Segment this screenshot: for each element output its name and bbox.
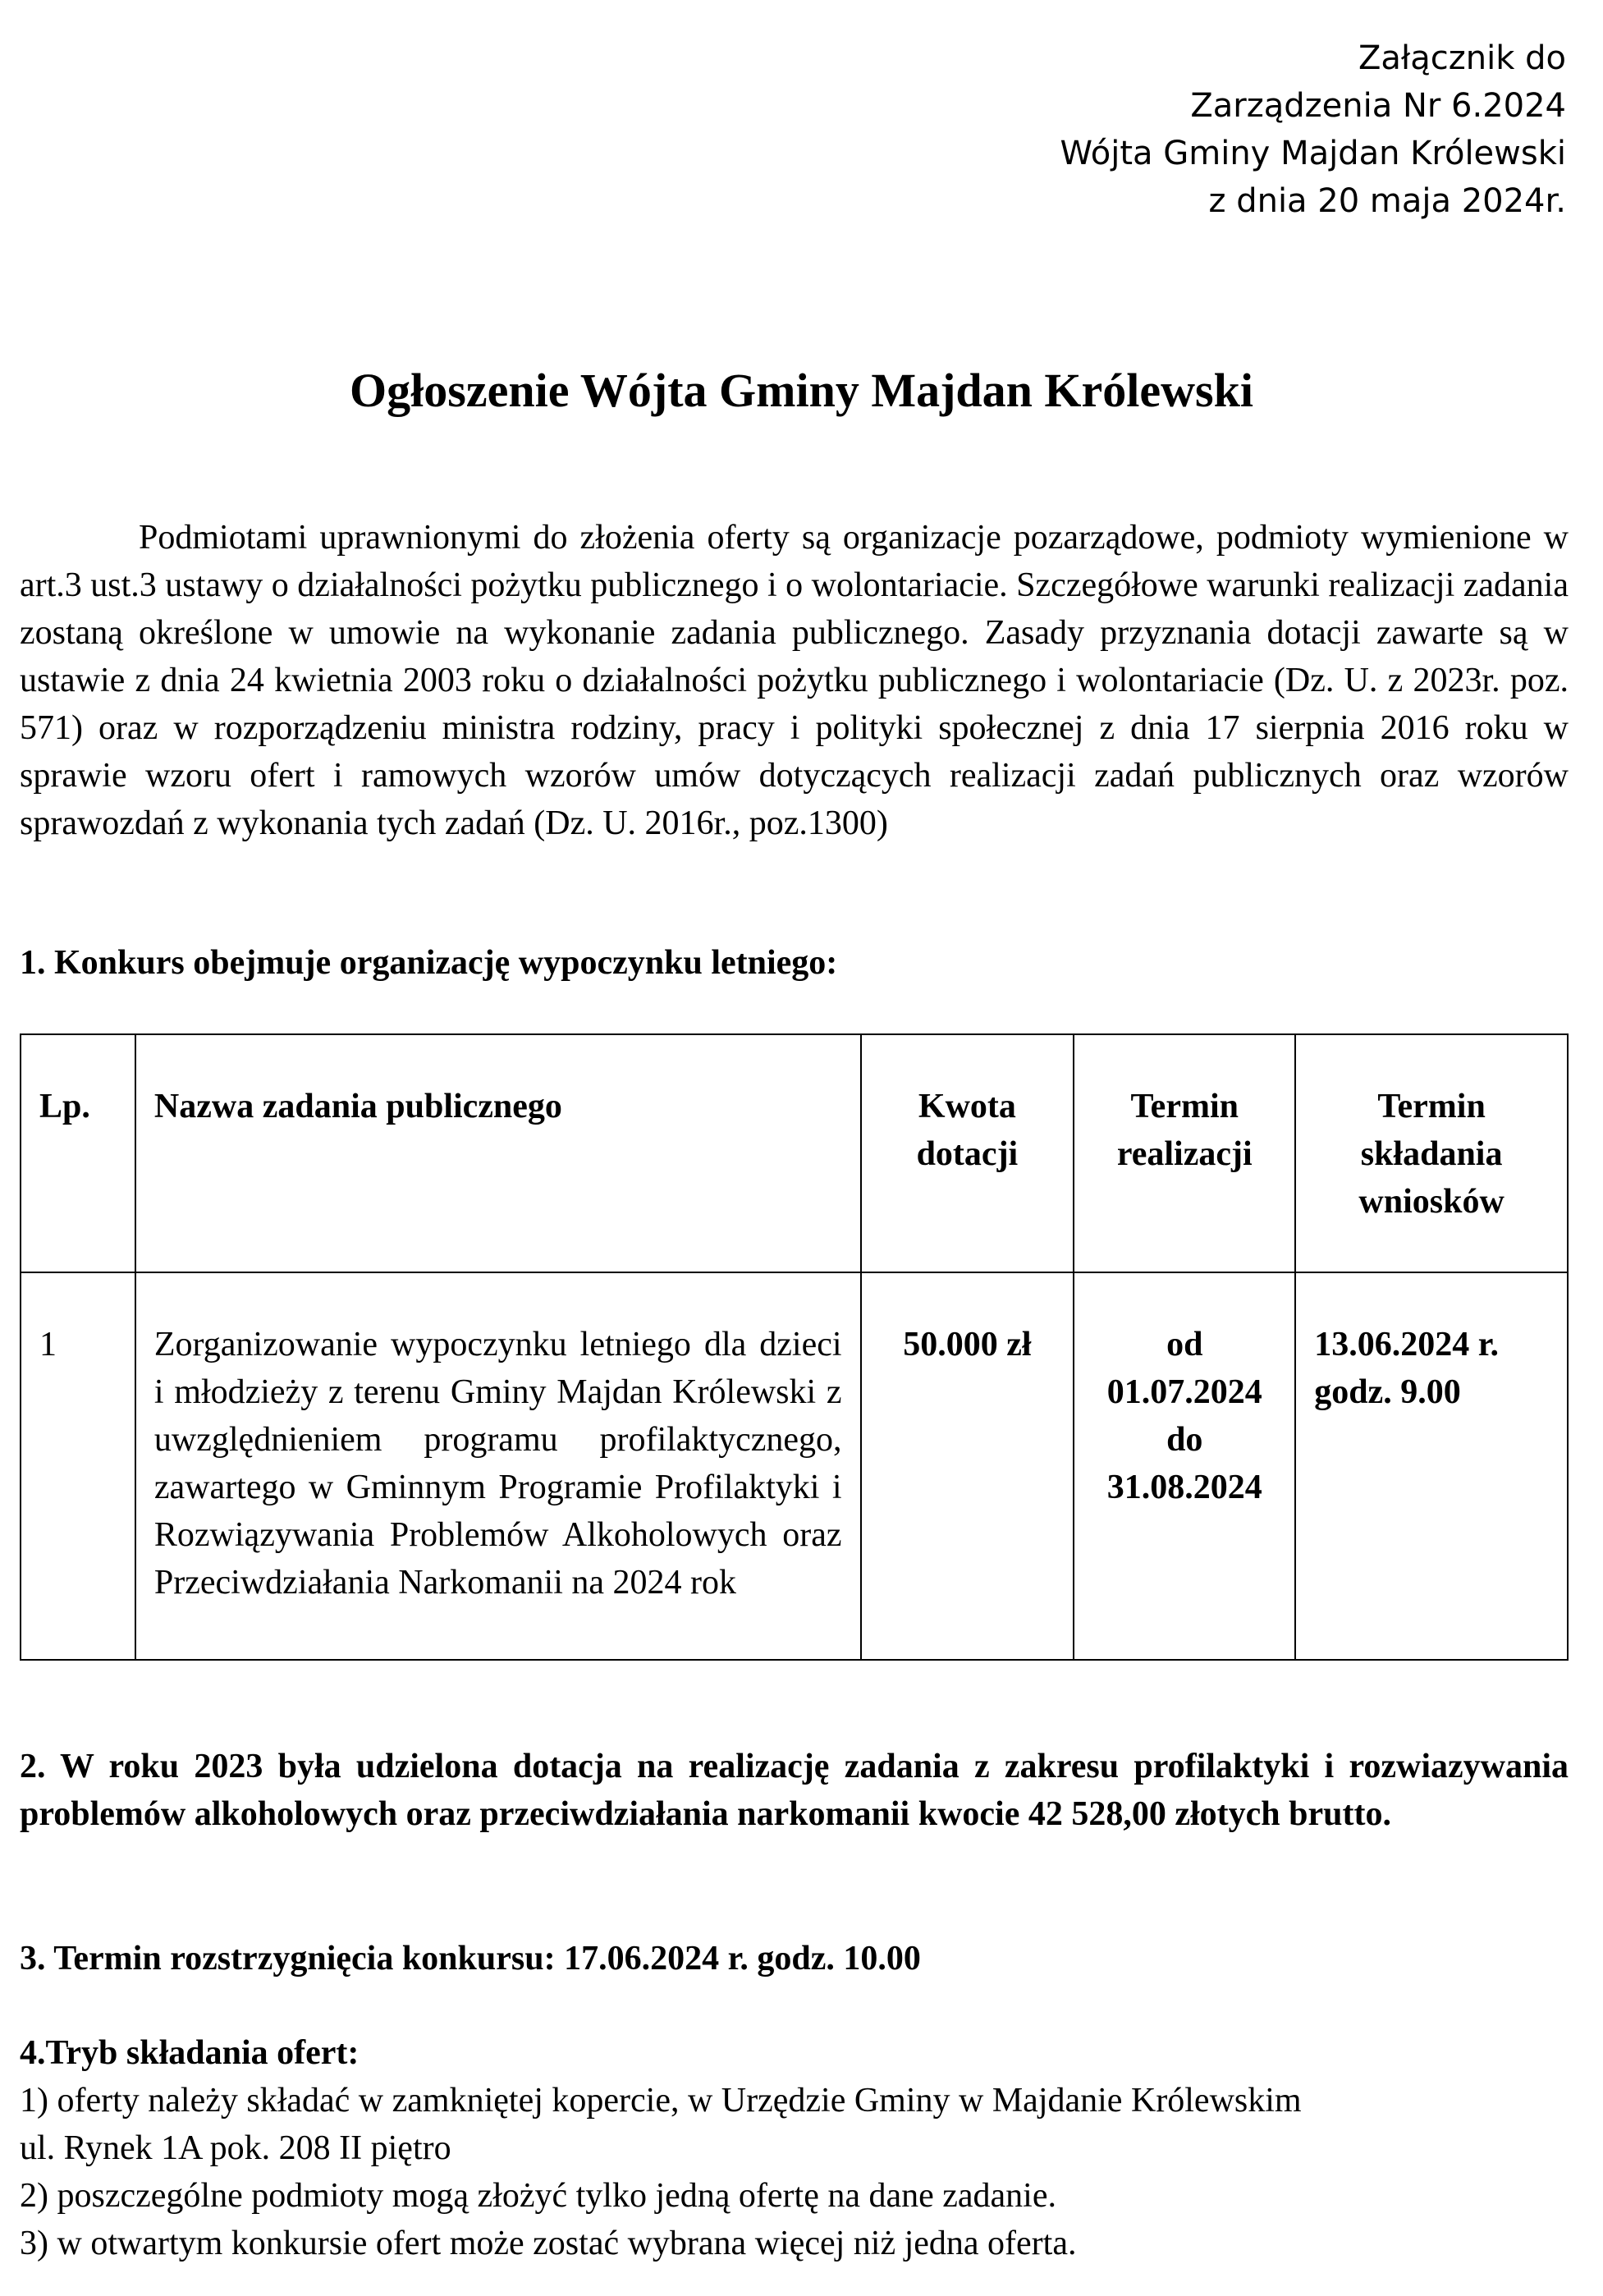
table-header-row — [21, 1034, 1568, 1272]
cell-period-line: 31.08.2024 — [1106, 1469, 1262, 1506]
section-4-item: 3) w otwartym konkursie ofert może zostać wybrana więcej niż jedna oferta. — [20, 2225, 1077, 2262]
header-period — [1074, 1034, 1295, 1272]
header-deadline-line: wniosków — [1358, 1183, 1505, 1221]
cell-name: Zorganizowanie wypoczynku letniego dla dzieci i młodzieży z terenu Gminy Majdan Królewski z uwzględnieniem programu profilaktycznego, zawartego w Gminnym Programie Profilaktyki i Rozwiązywania Problemów Alkoholowych oraz Przeciwdziałania Narkomanii na 2024 rok — [135, 1272, 861, 1660]
section-2-paragraph: 2. W roku 2023 była udzielona dotacja na realizację zadania z zakresu profilaktyki i rozwiazywania problemów alkoholowych oraz przeciwdziałania narkomanii kwocie 42 528,00 złotych brutto. — [20, 1748, 1569, 1833]
cell-period-line: od — [1166, 1326, 1203, 1363]
cell-deadline — [1295, 1272, 1568, 1660]
header-amount-line: Kwota — [918, 1088, 1016, 1125]
cell-period — [1074, 1272, 1295, 1660]
attachment-line: Wójta Gminy Majdan Królewski — [1060, 135, 1566, 172]
section-4 — [20, 2029, 1569, 2267]
header-deadline-line: Termin — [1377, 1088, 1486, 1125]
cell-lp: 1 — [21, 1272, 135, 1660]
header-amount — [861, 1034, 1074, 1272]
intro-paragraph — [20, 514, 1569, 847]
document-title: Ogłoszenie Wójta Gminy Majdan Królewski — [350, 364, 1253, 417]
cell-period-line: 01.07.2024 — [1106, 1373, 1262, 1411]
attachment-line: Zarządzenia Nr 6.2024 — [1190, 87, 1566, 125]
header-name: Nazwa zadania publicznego — [135, 1034, 861, 1272]
section-3-paragraph: 3. Termin rozstrzygnięcia konkursu: 17.06.2024 r. godz. 10.00 — [20, 1940, 921, 1977]
header-lp: Lp. — [21, 1034, 135, 1272]
header-deadline — [1295, 1034, 1568, 1272]
section-4-heading: 4.Tryb składania ofert: — [20, 2034, 360, 2072]
attachment-line: Załącznik do — [1358, 39, 1566, 77]
header-period-line: Termin — [1130, 1088, 1239, 1125]
cell-deadline-line: 13.06.2024 r. — [1314, 1326, 1499, 1363]
section-4-item: 2) poszczególne podmioty mogą złożyć tylko jedną ofertę na dane zadanie. — [20, 2177, 1056, 2215]
section-1-heading: 1. Konkurs obejmuje organizację wypoczynku letniego: — [20, 944, 838, 982]
header-deadline-line: składania — [1360, 1135, 1503, 1173]
cell-amount: 50.000 zł — [861, 1272, 1074, 1660]
attachment-note — [827, 34, 1566, 225]
header-amount-line: dotacji — [916, 1135, 1019, 1173]
section-4-item: 1) oferty należy składać w zamkniętej kopercie, w Urzędzie Gminy w Majdanie Królewskim — [20, 2082, 1302, 2120]
section-4-item: ul. Rynek 1A pok. 208 II piętro — [20, 2129, 451, 2167]
attachment-line: z dnia 20 maja 2024r. — [1208, 182, 1566, 220]
header-period-line: realizacji — [1116, 1135, 1253, 1173]
intro-text: Podmiotami uprawnionymi do złożenia oferty są organizacje pozarządowe, podmioty wymienione w art.3 ust.3 ustawy o działalności pożytku publicznego i o wolontariacie. Szczegółowe warunki realizacji zadania zostaną określone w umowie na wykonanie zadania publicznego. Zasady przyznania dotacji zawarte są w ustawie z dnia 24 kwietnia 2003 roku o działalności pożytku publicznego i wolontariacie (Dz. U. z 2023r. poz. 571) oraz w rozporządzeniu ministra rodziny, pracy i polityki społecznej z dnia 17 sierpnia 2016 roku w sprawie wzoru ofert i ramowych wzorów umów dotyczących realizacji zadań publicznych oraz wzorów sprawozdań z wykonania tych zadań (Dz. U. 2016r., poz.1300) — [20, 519, 1569, 842]
cell-period-line: do — [1166, 1421, 1203, 1459]
grants-table — [20, 1033, 1569, 1661]
cell-deadline-line: godz. 9.00 — [1314, 1373, 1461, 1411]
table-row — [21, 1272, 1568, 1660]
